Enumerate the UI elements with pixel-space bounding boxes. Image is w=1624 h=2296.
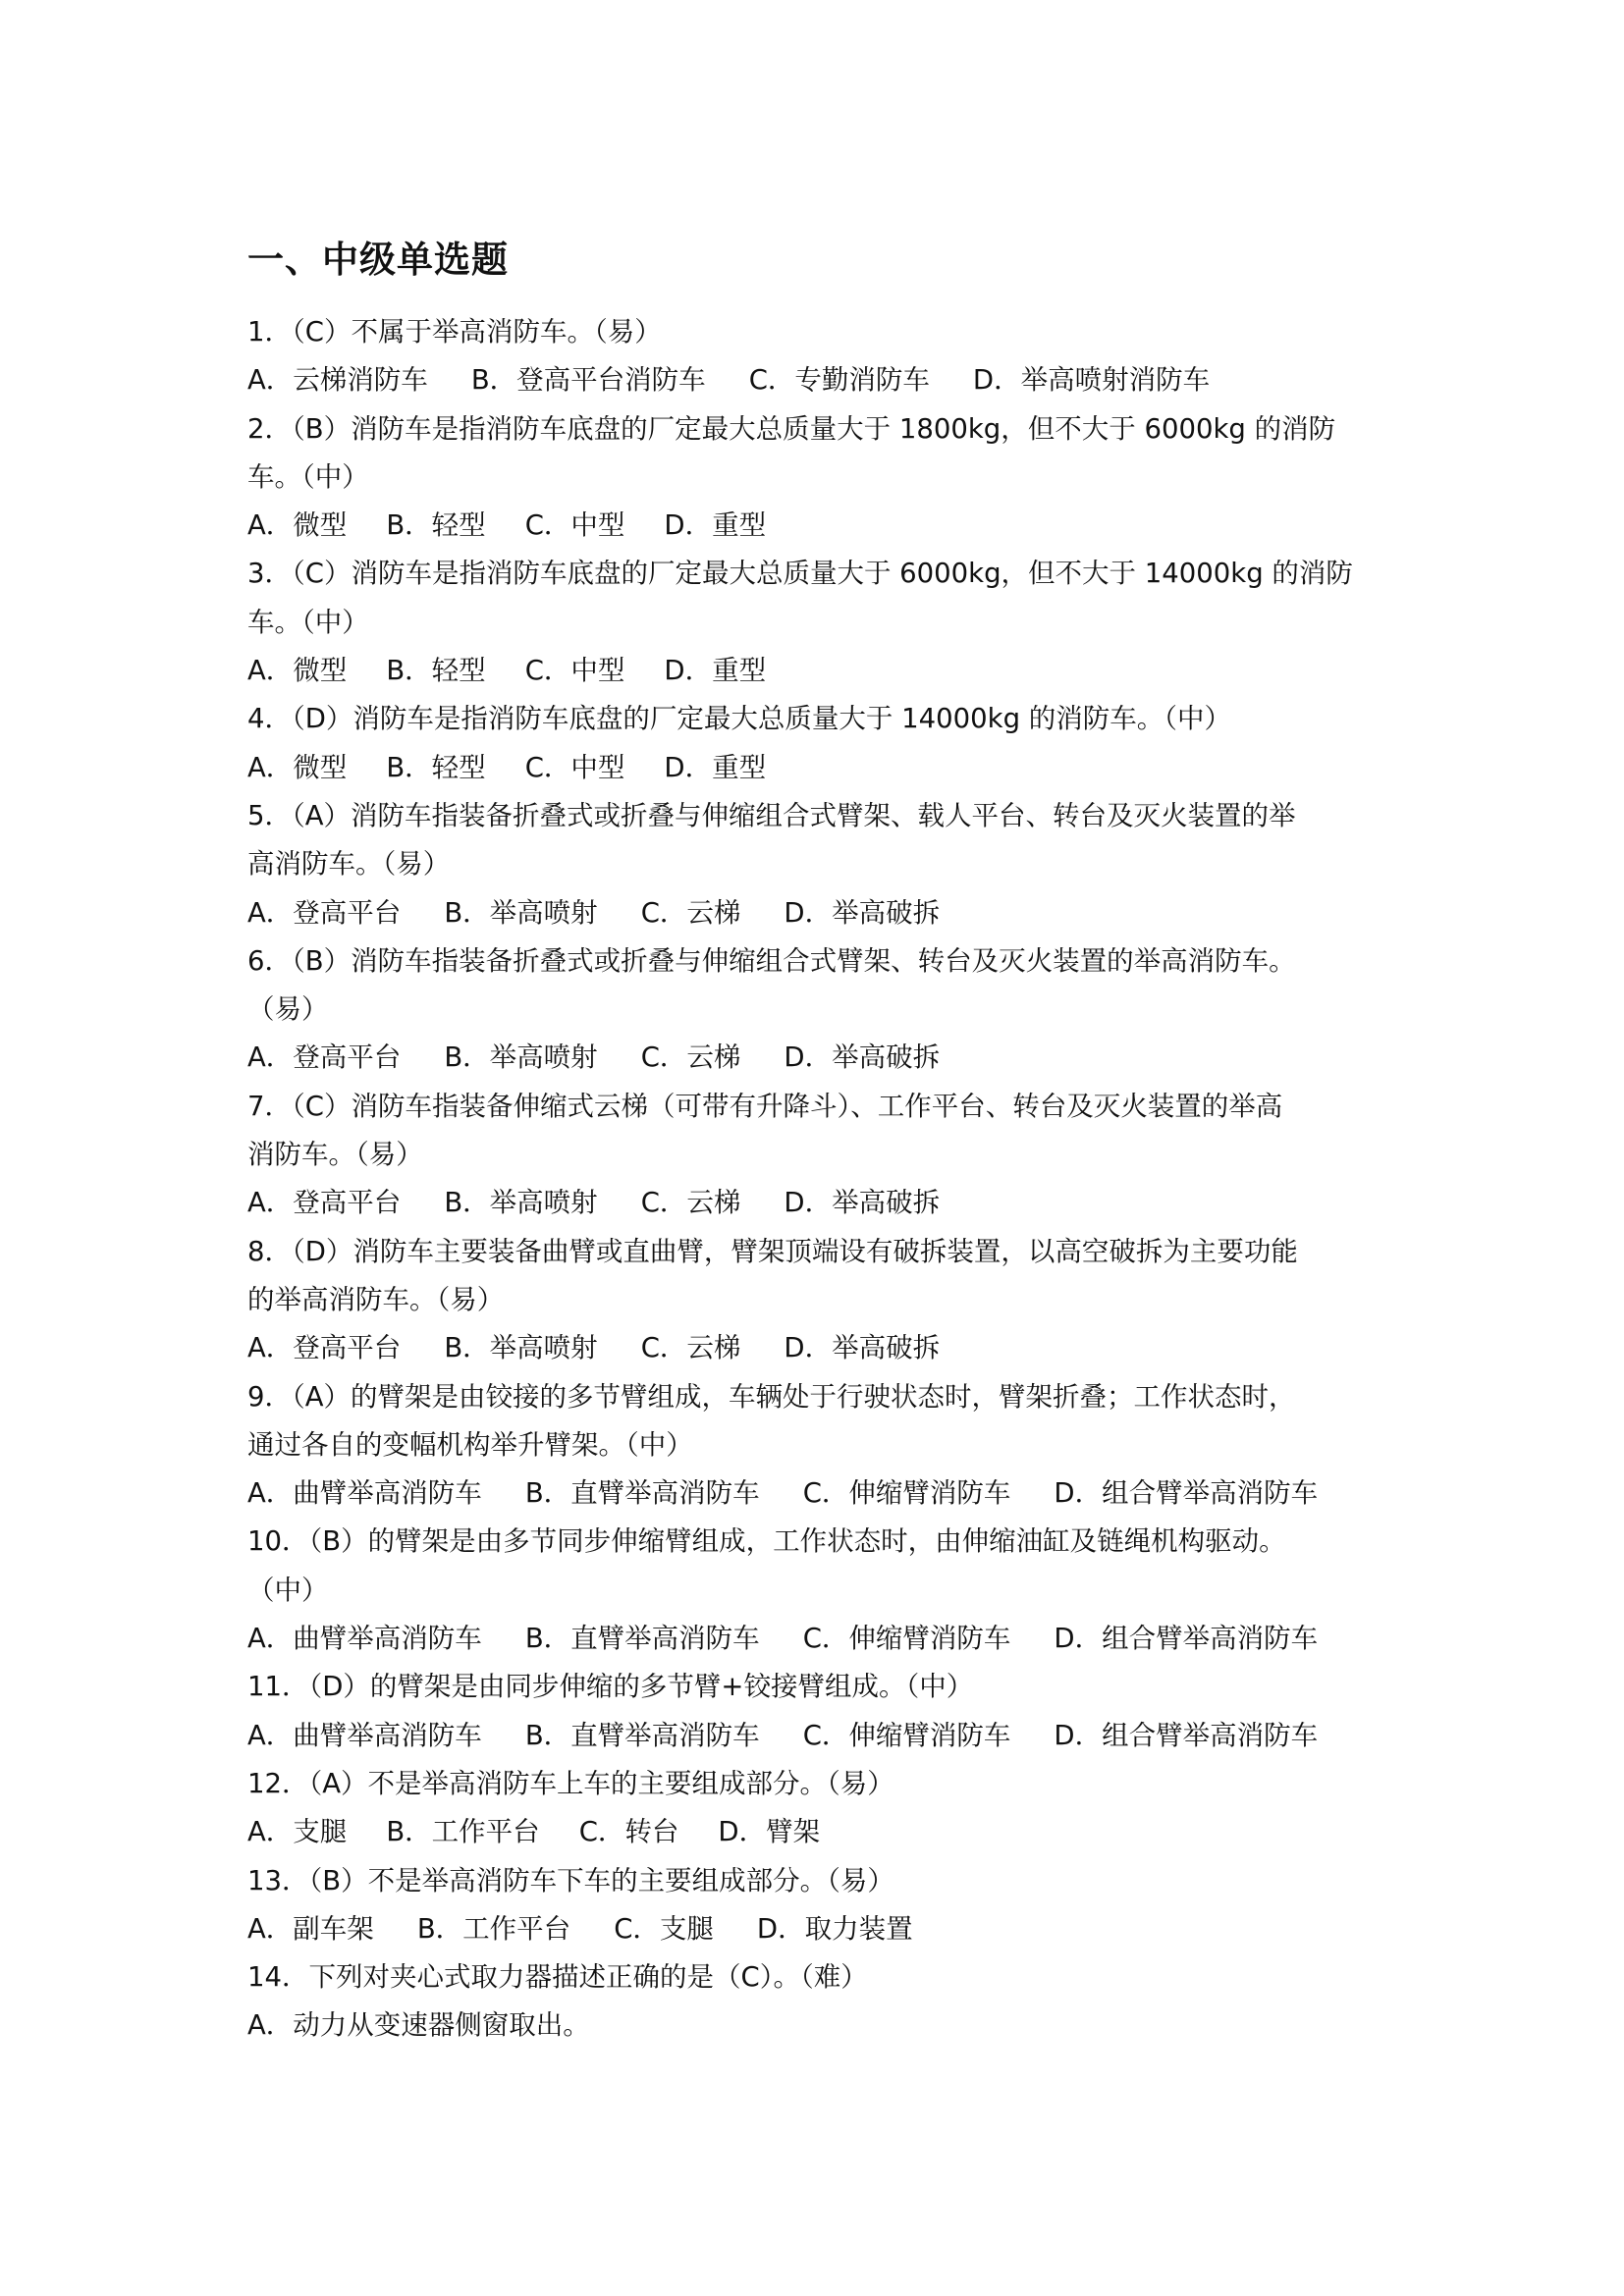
answer-option: D．举高破拆	[784, 1332, 941, 1364]
answer-option: A．登高平台	[247, 896, 402, 929]
answer-options	[247, 1615, 1386, 1663]
question-item	[247, 1663, 1386, 1760]
answer-options	[247, 356, 1386, 404]
answer-option: A．登高平台	[247, 1041, 402, 1074]
answer-option: B．举高喷射	[444, 1187, 598, 1219]
answer-option: D．举高破拆	[784, 896, 941, 929]
answer-option: A．微型	[247, 509, 348, 542]
question-stem-line: 1．（C）不属于举高消防车。（易）	[247, 316, 662, 347]
answer-option: C．伸缩臂消防车	[802, 1719, 1011, 1751]
answer-option: B．轻型	[386, 509, 486, 542]
answer-option: B．举高喷射	[444, 1332, 598, 1364]
question-item	[247, 1857, 1386, 1954]
answer-option: C．转台	[578, 1816, 679, 1848]
question-list	[247, 308, 1386, 2051]
answer-option: D．举高喷射消防车	[972, 364, 1211, 397]
question-stem-line: 的举高消防车。（易）	[247, 1283, 505, 1315]
answer-option: B．工作平台	[416, 1912, 571, 1945]
answer-options	[247, 744, 1386, 792]
answer-options	[247, 889, 1386, 937]
answer-options	[247, 1808, 1386, 1856]
answer-option: C．云梯	[640, 1332, 741, 1364]
answer-option: A．微型	[247, 655, 348, 687]
question-stem-line: 7．（C）消防车指装备伸缩式云梯（可带有升降斗）、工作平台、转台及灭火装置的举高	[247, 1090, 1283, 1122]
answer-option: B．直臂举高消防车	[524, 1623, 760, 1655]
answer-option: C．伸缩臂消防车	[802, 1477, 1011, 1510]
answer-options	[247, 1179, 1386, 1227]
answer-option: C．云梯	[640, 1187, 741, 1219]
question-item	[247, 1953, 1386, 2051]
answer-options	[247, 1469, 1386, 1518]
answer-option: C．中型	[524, 751, 625, 783]
answer-option: A．副车架	[247, 1912, 374, 1945]
question-stem-line: 消防车。（易）	[247, 1139, 423, 1171]
question-stem-line: 3．（C）消防车是指消防车底盘的厂定最大总质量大于 6000kg，但不大于 14000kg 的消防	[247, 558, 1353, 590]
answer-option: A．微型	[247, 751, 348, 783]
answer-options	[247, 2002, 1386, 2050]
question-item	[247, 1518, 1386, 1663]
question-stem-line: 14．下列对夹心式取力器描述正确的是（C）。（难）	[247, 1961, 868, 1994]
answer-option: D．重型	[664, 655, 767, 687]
question-item	[247, 937, 1386, 1083]
answer-options	[247, 1034, 1386, 1082]
answer-option: A．登高平台	[247, 1187, 402, 1219]
answer-option: D．组合臂举高消防车	[1054, 1623, 1319, 1655]
question-stem-line: 车。（中）	[247, 606, 369, 638]
answer-option: A．登高平台	[247, 1332, 402, 1364]
answer-option: D．举高破拆	[784, 1187, 941, 1219]
answer-option: D．取力装置	[756, 1912, 913, 1945]
question-stem-line: 通过各自的变幅机构举升臂架。（中）	[247, 1428, 693, 1461]
answer-option: A．动力从变速器侧窗取出。	[247, 2009, 590, 2042]
question-stem-line: 9．（A）的臂架是由铰接的多节臂组成，车辆处于行驶状态时，臂架折叠；工作状态时，	[247, 1380, 1296, 1413]
answer-option: A．支腿	[247, 1816, 348, 1848]
question-stem-line: 5．（A）消防车指装备折叠式或折叠与伸缩组合式臂架、载人平台、转台及灭火装置的举	[247, 799, 1296, 831]
question-stem-line: 2．（B）消防车是指消防车底盘的厂定最大总质量大于 1800kg，但不大于 6000kg 的消防	[247, 412, 1336, 445]
answer-option: B．登高平台消防车	[470, 364, 706, 397]
answer-option: C．中型	[524, 509, 625, 542]
question-item	[247, 1373, 1386, 1519]
answer-option: B．工作平台	[386, 1816, 540, 1848]
question-stem-line: （中）	[247, 1574, 329, 1606]
answer-option: C．中型	[524, 655, 625, 687]
answer-option: B．直臂举高消防车	[524, 1477, 760, 1510]
section-title: 一、中级单选题	[247, 238, 509, 281]
question-item	[247, 308, 1386, 405]
question-item	[247, 695, 1386, 792]
question-stem-line: 高消防车。（易）	[247, 848, 451, 881]
question-stem-line: 10．（B）的臂架是由多节同步伸缩臂组成，工作状态时，由伸缩油缸及链绳机构驱动。	[247, 1525, 1286, 1558]
question-stem-line: （易）	[247, 993, 329, 1026]
question-stem-line: 8．（D）消防车主要装备曲臂或直曲臂，臂架顶端设有破拆装置，以高空破拆为主要功能	[247, 1235, 1298, 1267]
answer-option: A．云梯消防车	[247, 364, 428, 397]
question-stem-line: 6．（B）消防车指装备折叠式或折叠与伸缩组合式臂架、转台及灭火装置的举高消防车。	[247, 944, 1296, 977]
answer-option: C．伸缩臂消防车	[802, 1623, 1011, 1655]
question-item	[247, 1083, 1386, 1228]
answer-option: D．组合臂举高消防车	[1054, 1477, 1319, 1510]
question-item	[247, 550, 1386, 695]
answer-options	[247, 502, 1386, 550]
document-page	[247, 232, 1386, 2051]
answer-option: C．云梯	[640, 1041, 741, 1074]
answer-option: D．组合臂举高消防车	[1054, 1719, 1319, 1751]
question-stem-line: 13．（B）不是举高消防车下车的主要组成部分。（易）	[247, 1864, 894, 1896]
answer-option: D．举高破拆	[784, 1041, 941, 1074]
answer-options	[247, 1324, 1386, 1372]
answer-option: A．曲臂举高消防车	[247, 1719, 482, 1751]
question-stem-line: 车。（中）	[247, 460, 369, 493]
question-stem-line: 11．（D）的臂架是由同步伸缩的多节臂+铰接臂组成。（中）	[247, 1671, 974, 1703]
answer-option: B．举高喷射	[444, 1041, 598, 1074]
question-item	[247, 792, 1386, 937]
question-item	[247, 1228, 1386, 1373]
answer-option: D．臂架	[718, 1816, 821, 1848]
answer-option: A．曲臂举高消防车	[247, 1477, 482, 1510]
question-item	[247, 1760, 1386, 1857]
answer-option: C．云梯	[640, 896, 741, 929]
answer-options	[247, 647, 1386, 695]
question-stem-line: 12．（A）不是举高消防车上车的主要组成部分。（易）	[247, 1767, 894, 1799]
answer-option: C．专勤消防车	[748, 364, 930, 397]
answer-option: A．曲臂举高消防车	[247, 1623, 482, 1655]
answer-option: B．直臂举高消防车	[524, 1719, 760, 1751]
answer-option: D．重型	[664, 509, 767, 542]
answer-option: B．轻型	[386, 751, 486, 783]
answer-option: B．举高喷射	[444, 896, 598, 929]
answer-option: B．轻型	[386, 655, 486, 687]
question-item	[247, 405, 1386, 551]
answer-option: C．支腿	[614, 1912, 714, 1945]
question-stem-line: 4．（D）消防车是指消防车底盘的厂定最大总质量大于 14000kg 的消防车。（中）	[247, 703, 1232, 735]
answer-options	[247, 1905, 1386, 1953]
answer-options	[247, 1712, 1386, 1760]
answer-option: D．重型	[664, 751, 767, 783]
